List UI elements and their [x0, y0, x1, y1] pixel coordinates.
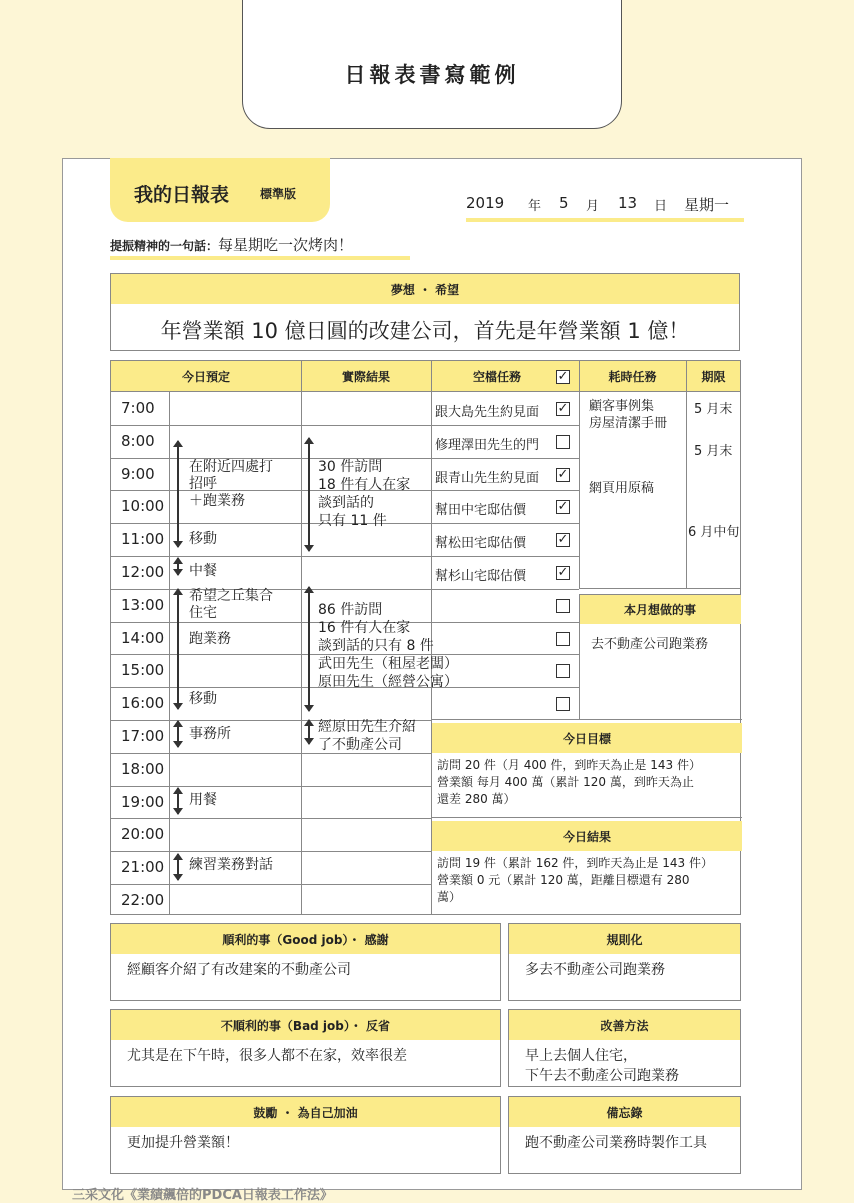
spare-row-line [431, 490, 579, 491]
plan-i: 練習業務對話 [189, 857, 273, 873]
improve-text: 早上去個人住宅， 下午去不動產公司跑業務 [525, 1048, 679, 1084]
plan-g: 事務所 [189, 726, 231, 742]
plan-e: 跑業務 [189, 631, 231, 647]
time-label: 20:00 [121, 825, 165, 844]
date-day: 13 [618, 194, 638, 212]
spare-row-line [431, 458, 579, 459]
spare-task-label: 幫田中宅邸估價 [435, 503, 527, 519]
month-wish-header: 本月想做的事 [579, 594, 741, 624]
spare-task-checkbox: ✓ [557, 532, 569, 548]
spare-task-label: 跟大島先生約見面 [435, 405, 540, 420]
spare-row-line [431, 425, 579, 426]
result-c: 經原田先生介紹 了不動產公司 [318, 719, 416, 753]
credit: 三采文化《業績飆倍的PDCA日報表工作法》 [72, 1188, 333, 1203]
month-wish-bottom [431, 719, 742, 720]
time-row-line [111, 786, 431, 787]
time-row-line [111, 818, 431, 819]
date-weekday: 星期一 [684, 196, 730, 214]
plan-f: 移動 [189, 691, 217, 707]
plan-b: 移動 [189, 531, 217, 547]
spare-task-checkbox: ✓ [557, 401, 569, 416]
good-header: 順利的事（Good job）・ 感謝 [111, 924, 500, 954]
result-a: 30 件訪問 18 件有人在家 談到話的 只有 11 件 [318, 459, 411, 529]
plan-c: 中餐 [189, 563, 217, 579]
goal-text: 訪問 20 件（月 400 件，到昨天為止是 143 件） 營業額 每月 400 萬（累計 120 萬，到昨天為止 還差 280 萬） [437, 758, 701, 806]
long-task-b: 網頁用原稿 [589, 481, 655, 496]
spare-row-line [431, 589, 579, 590]
spare-task-checkbox: ✓ [557, 565, 569, 580]
sheet-title-badge [110, 158, 330, 222]
spare-task-label: 幫松田宅邸估價 [435, 536, 527, 552]
spare-header: 空檔任務 [472, 369, 521, 384]
v-long [686, 361, 687, 588]
time-label: 21:00 [121, 858, 165, 877]
day-label: 日 [654, 199, 668, 214]
spare-task-checkbox [556, 599, 570, 613]
time-label: 8:00 [121, 431, 155, 450]
header-divider [111, 391, 740, 392]
date-month: 5 [559, 194, 569, 212]
spare-task-checkbox [556, 632, 570, 646]
plan-a: 在附近四處打 招呼 ＋跑業務 [189, 459, 273, 509]
spare-header-check: ✓ [557, 369, 569, 384]
plan-arrow-icon [177, 589, 179, 709]
spare-row-line [431, 523, 579, 524]
goal-bottom [431, 817, 742, 818]
memo-header: 備忘錄 [509, 1097, 740, 1127]
goal-header: 今日目標 [432, 723, 742, 753]
motto-label: 提振精神的一句話： [110, 239, 219, 253]
schedule-grid [110, 360, 741, 915]
time-label: 12:00 [121, 563, 165, 581]
time-label: 16:00 [121, 694, 165, 713]
memo-box [508, 1096, 741, 1174]
time-label: 17:00 [121, 727, 165, 745]
plan-h: 用餐 [189, 792, 217, 808]
spare-task-checkbox [556, 664, 570, 678]
month-label: 月 [586, 199, 600, 214]
cheer-header: 鼓勵 ・ 為自己加油 [111, 1097, 500, 1127]
title-tab [242, 0, 622, 129]
month-wish-top [579, 594, 741, 595]
result-header: 實際結果 [341, 369, 390, 384]
date-year: 2019 [466, 194, 505, 212]
time-label: 9:00 [121, 464, 155, 483]
result-arrow-icon [308, 720, 310, 744]
improve-box [508, 1009, 741, 1087]
page-title: 日報表書寫範例 [344, 63, 520, 87]
bad-header: 不順利的事（Bad job）・ 反省 [111, 1010, 500, 1040]
time-label: 14:00 [121, 628, 165, 647]
spare-task-label: 幫杉山宅邸估價 [435, 569, 527, 584]
dream-text: 年營業額 10 億日圓的改建公司，首先是年營業額 1 億！ [160, 319, 690, 343]
motto-line [110, 234, 410, 260]
time-label: 18:00 [121, 759, 165, 778]
sheet-name: 我的日報表 [134, 184, 230, 206]
year-label: 年 [528, 199, 542, 214]
long-bottom [579, 588, 741, 589]
deadline-a: 5 月末 [694, 402, 733, 417]
spare-task-label: 修理澤田先生的門 [435, 437, 540, 453]
dream-box [110, 273, 740, 351]
long-task-a: 顧客事例集 房屋清潔手冊 [589, 399, 668, 431]
time-label: 19:00 [121, 792, 165, 811]
bad-box [110, 1009, 501, 1087]
plan-d: 希望之丘集合 住宅 [189, 588, 273, 621]
month-wish-text: 去不動產公司跑業務 [591, 637, 709, 652]
bad-text: 尤其是在下午時，很多人都不在家，效率很差 [127, 1048, 407, 1064]
time-label: 10:00 [121, 497, 165, 516]
result-b: 86 件訪問 16 件有人在家 談到話的只有 8 件 武田先生（租屋老闆） 原田先生（經營公寓） [318, 602, 458, 690]
good-text: 經顧客介紹了有改建案的不動產公司 [127, 962, 351, 978]
plan-arrow-icon [177, 788, 179, 814]
time-row-line [111, 556, 431, 557]
plan-arrow-icon [177, 854, 179, 880]
time-label: 22:00 [121, 891, 165, 909]
date-line [466, 194, 744, 222]
time-label: 11:00 [121, 530, 165, 549]
good-box [110, 923, 501, 1001]
improve-header: 改善方法 [509, 1010, 740, 1040]
result-arrow-icon [308, 438, 310, 551]
cheer-box [110, 1096, 501, 1174]
spare-task-label: 跟青山先生約見面 [435, 470, 540, 486]
outcome-header: 今日結果 [432, 821, 742, 851]
plan-arrow-icon [177, 441, 179, 547]
cheer-text: 更加提升營業額！ [127, 1135, 239, 1151]
v-spare [579, 361, 580, 588]
time-row-line [111, 884, 431, 885]
plan-arrow-icon [177, 721, 179, 747]
deadline-b: 5 月末 [694, 444, 733, 459]
dream-header: 夢想 ・ 希望 [111, 274, 739, 304]
time-label: 15:00 [121, 661, 165, 680]
time-row-line [111, 851, 431, 852]
deadline-header: 期限 [701, 369, 726, 384]
long-header: 耗時任務 [608, 369, 657, 384]
plan-arrow-icon [177, 558, 179, 575]
spare-row-line [431, 556, 579, 557]
rule-box [508, 923, 741, 1001]
v-plan [301, 361, 302, 915]
spare-task-checkbox [556, 435, 570, 449]
result-arrow-icon [308, 587, 310, 711]
time-row-line [111, 425, 431, 426]
rule-text: 多去不動產公司跑業務 [525, 962, 665, 978]
rule-header: 規則化 [509, 924, 740, 954]
spare-task-checkbox [556, 697, 570, 711]
spare-task-checkbox: ✓ [557, 499, 569, 515]
spare-task-checkbox: ✓ [557, 466, 569, 482]
deadline-c: 6 月中旬 [688, 525, 740, 540]
memo-text: 跑不動產公司業務時製作工具 [525, 1135, 707, 1151]
time-label: 13:00 [121, 595, 165, 614]
plan-header: 今日預定 [181, 369, 230, 384]
month-wish-left [579, 594, 580, 719]
time-label: 7:00 [121, 399, 155, 417]
outcome-text: 訪問 19 件（累計 162 件，到昨天為止是 143 件） 營業額 0 元（累計 120 萬，距離目標還有 280 萬） [437, 856, 713, 904]
motto-text: 每星期吃一次烤肉！ [218, 236, 354, 254]
sheet-edition: 標準版 [260, 187, 297, 201]
